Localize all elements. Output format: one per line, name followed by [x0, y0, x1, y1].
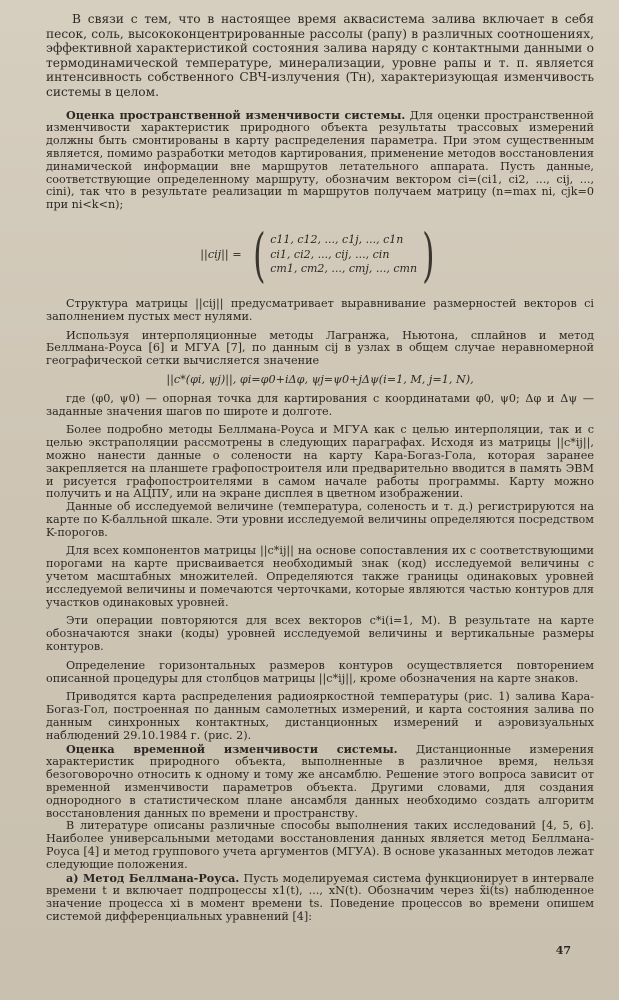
paragraph: Структура матрицы ||cij|| предусматривает выравнивание размерностей векторов ci заполнением пустых мест нулями.: [46, 296, 594, 323]
paragraph: Данные об исследуемой величине (температура, соленость и т. д.) регистрируются на карте по K-балльной шкале. Эти уровни исследуемой величины определяются посредством K-порогов.: [46, 500, 594, 539]
paragraph: В связи с тем, что в настоящее время аквасистема залива включает в себя песок, соль, высококонцентрированные рассолы (рапу) в различных соотношениях, эффективной характеристикой состояния залива наряду с контактными данными о термодинамической температуре, минерализации, уровне рапы и т. п. является интенсивность собственного СВЧ-излучения (Tн), характеризующая изменчивость системы в целом.: [46, 12, 594, 99]
section-paragraph: [46, 109, 594, 212]
paragraph: Для всех компонентов матрицы ||c*ij|| на основе сопоставления их с соответствующими порогами на карте присваивается необходимый знак (код) исследуемой величины с учетом масштабных множителей. Определяются также границы одинаковых уровней исследуемой величины и помечаются черточками, которые являются частью контуров для участков одинаковых уровней.: [46, 544, 594, 609]
page-number: 47: [555, 944, 571, 957]
section-paragraph: [46, 872, 594, 924]
matrix-rows: [270, 234, 417, 276]
matrix-label: ||cij|| =: [200, 247, 242, 261]
left-paren: (: [252, 220, 266, 289]
matrix-row: ci1, ci2, ..., cij, ..., cin: [270, 247, 390, 261]
paragraph: где (φ0, ψ0) — опорная точка для картирования с координатами φ0, ψ0; Δφ и Δψ — заданные значения шагов по широте и долготе.: [46, 391, 594, 418]
paragraph: В литературе описаны различные способы выполнения таких исследований [4, 5, 6]. Наиболее универсальными методами восстановления данных является метод Беллмана-Роуса [4] и метод группового учета аргументов (МГУА). В основе указанных методов лежат следующие положения.: [46, 819, 594, 871]
paragraph: Более подробно методы Беллмана-Роуса и МГУА как с целью интерполяции, так и с целью экстраполяции рассмотрены в следующих параграфах. Исходя из матрицы ||c*ij||, можно нанести данные о солености на карту Кара-Богаз-Гола, которая заранее закрепляется на планшете графопостроителя или предварительно вводится в память ЭВМ и рисуется графопостроителями в самом начале работы программы. Карту можно получить и на АЦПУ, или на экране дисплея в цветном изображении.: [46, 423, 594, 501]
paragraph: Используя интерполяционные методы Лагранжа, Ньютона, сплайнов и метод Беллмана-Роуса [6] и МГУА [7], по данным cij в узлах в общем случае неравномерной географической сетки вычисляется значение: [46, 328, 594, 368]
paragraph: Определение горизонтальных размеров контуров осуществляется повторением описанной процедуры для столбцов матрицы ||c*ij||, кроме обозначения на карте знаков.: [46, 658, 594, 685]
matrix-formula: [46, 220, 594, 289]
subsection-heading: а) Метод Беллмана-Роуса.: [66, 870, 240, 885]
paragraph-text: Для оценки пространственной изменчивости характеристик природного объекта результаты трассовых измерений должны быть смонтированы в карту распределения параметра. При этом существенным является, помимо разработки методов картирования, применение методов восстановления динамической информации вне маршрутов летательного аппарата. Пусть данные, соответствующие определенному маршруту, обозначим вектором ci=(ci1, ci2, ..., cij, ..., cini), так что в результате реализации m маршрутов получаем матрицу (n=max ni, cjk=0 при ni<k<n);: [46, 108, 595, 212]
intro-block: [46, 12, 594, 100]
matrix-row: c11, c12, ..., c1j, ..., c1n: [270, 232, 404, 246]
section-paragraph: [46, 743, 594, 821]
paragraph: Эти операции повторяются для всех векторов c*i(i=1, M). В результате на карте обозначаются знаки (коды) уровней исследуемой величины и вертикальные размеры контуров.: [46, 614, 594, 654]
paragraph-text: Дистанционные измерения характеристик природного объекта, выполненные в различное время, нельзя безоговорочно относить к одному и тому же ансамблю. Решение этого вопроса зависит от временной изменчивости параметров объекта. Другими словами, для создания однородного в статистическом плане ансамбля данных необходимо создать алгоритм восстановления данных по времени и пространству.: [46, 742, 594, 820]
matrix-row: cm1, cm2, ..., cmj, ..., cmn: [270, 262, 418, 276]
paragraph: Приводятся карта распределения радиояркостной температуры (рис. 1) залива Кара-Богаз-Гол, построенная по данным самолетных измерений, и карта состояния залива по данным синхронных контактных, дистанционных измерений и аэровизуальных наблюдений 29.10.1984 г. (рис. 2).: [46, 690, 594, 742]
section-heading: Оценка пространственной изменчивости системы.: [66, 107, 406, 122]
page-text: [46, 12, 594, 924]
section-heading: Оценка временной изменчивости системы.: [66, 741, 398, 756]
grid-formula: ||c*(φi, ψj)||, φi=φ0+iΔφ, ψj=ψ0+jΔψ(i=1, M, j=1, N),: [166, 372, 474, 386]
right-paren: ): [422, 220, 435, 289]
paragraph-text: Пусть моделируемая система функционирует в интервале времени t и включает подпроцессы x1(t), ..., xN(t). Обозначим через x̃i(ts) наблюденное значение процесса xi в момент времени ts. Поведение процессов во времени опишем системой дифференциальных уравнений [4]:: [46, 871, 594, 923]
